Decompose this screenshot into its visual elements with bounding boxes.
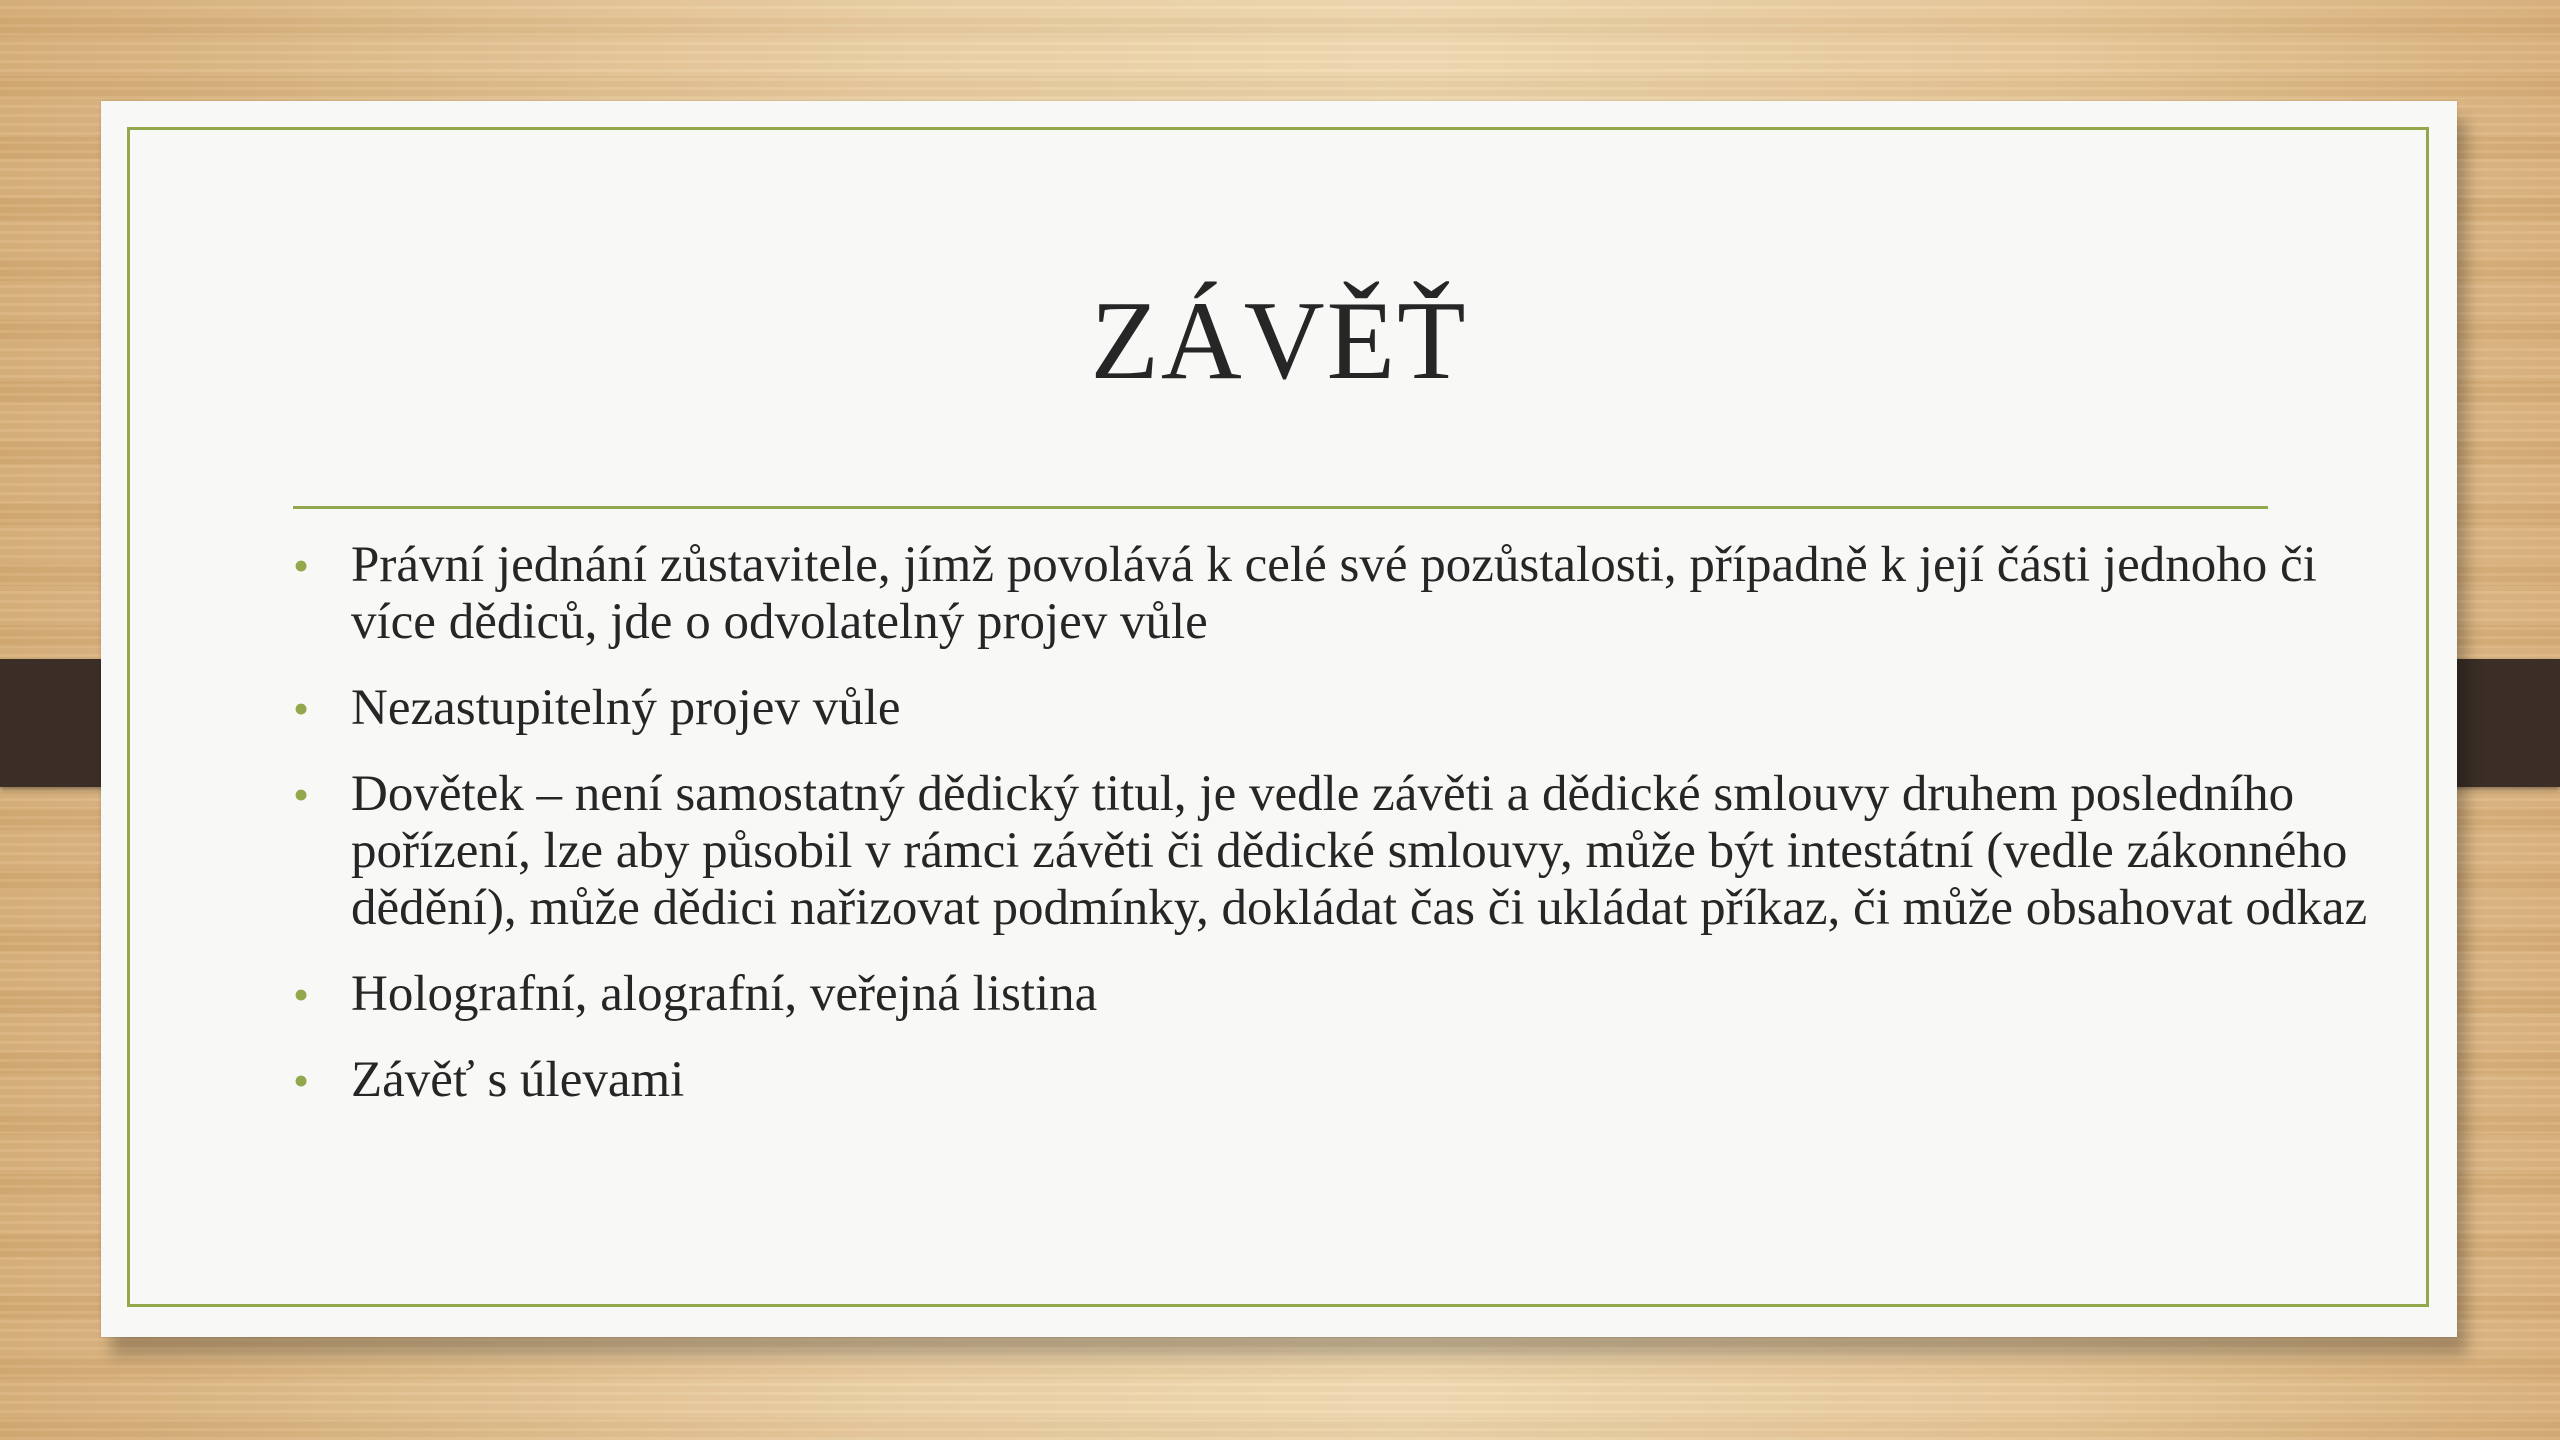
bullet-icon: • — [293, 540, 310, 591]
bullet-item — [293, 537, 2393, 651]
title-divider — [293, 506, 2268, 509]
bullet-icon: • — [293, 683, 310, 734]
bullet-item — [293, 680, 2393, 737]
bullet-text: Závěť s úlevami — [351, 1052, 685, 1108]
bullet-item — [293, 966, 2393, 1023]
bullet-item — [293, 1052, 2393, 1109]
bullet-text: Právní jednání zůstavitele, jímž povolává k celé své pozůstalosti, případně k její části jednoho či více dědiců, jde o odvolatelný projev vůle — [351, 537, 2317, 650]
bullet-text: Holografní, alografní, veřejná listina — [351, 966, 1098, 1022]
bullet-text: Nezastupitelný projev vůle — [351, 680, 901, 736]
bullet-item — [293, 766, 2393, 937]
bullet-list — [293, 537, 2393, 1138]
bullet-icon: • — [293, 1055, 310, 1106]
bullet-icon: • — [293, 769, 310, 820]
slide-card — [101, 101, 2457, 1337]
bullet-icon: • — [293, 969, 310, 1020]
slide-title: ZÁVĚŤ — [1090, 279, 1468, 403]
bullet-text: Dovětek – není samostatný dědický titul, je vedle závěti a dědické smlouvy druhem posledního pořízení, lze aby působil v rámci závěti či dědické smlouvy, může být intestátní (vedle zákonného dědění), může dědici nařizovat podmínky, dokládat čas či ukládat příkaz, či může obsahovat odkaz — [351, 766, 2368, 936]
